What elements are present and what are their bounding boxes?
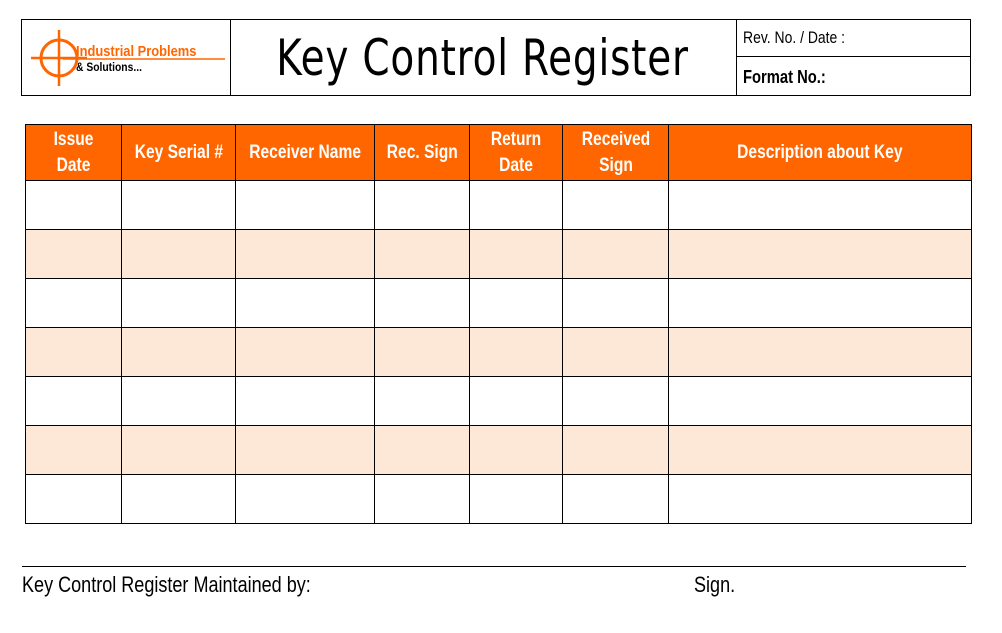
table-cell[interactable] bbox=[563, 279, 669, 328]
table-cell[interactable] bbox=[375, 328, 470, 377]
rev-date-label: Rev. No. / Date : bbox=[743, 28, 846, 47]
table-cell[interactable] bbox=[375, 377, 470, 426]
logo-text-line1: Industrial Problems bbox=[76, 43, 197, 60]
table-cell[interactable] bbox=[669, 475, 972, 524]
logo-underline bbox=[29, 28, 225, 88]
table-cell[interactable] bbox=[669, 230, 972, 279]
table-row bbox=[26, 328, 972, 377]
table-row bbox=[26, 426, 972, 475]
table-cell[interactable] bbox=[122, 377, 236, 426]
rev-date-field bbox=[736, 20, 970, 57]
table-cell[interactable] bbox=[375, 426, 470, 475]
table-cell[interactable] bbox=[470, 377, 563, 426]
table-cell[interactable] bbox=[26, 279, 122, 328]
table-cell[interactable] bbox=[563, 426, 669, 475]
footer-divider bbox=[22, 566, 966, 567]
table-cell[interactable] bbox=[236, 426, 375, 475]
table-cell[interactable] bbox=[26, 377, 122, 426]
column-header: Key Serial # bbox=[122, 125, 236, 181]
column-header: Issue Date bbox=[26, 125, 122, 181]
column-header: Receiver Name bbox=[236, 125, 375, 181]
format-no-label: Format No.: bbox=[743, 67, 826, 87]
table-cell[interactable] bbox=[563, 475, 669, 524]
table-cell[interactable] bbox=[470, 181, 563, 230]
column-header: Return Date bbox=[470, 125, 563, 181]
column-header: Description about Key bbox=[669, 125, 972, 181]
table-row bbox=[26, 230, 972, 279]
title-cell bbox=[230, 20, 737, 95]
table-cell[interactable] bbox=[375, 279, 470, 328]
table-cell[interactable] bbox=[122, 230, 236, 279]
column-header: Received Sign bbox=[563, 125, 669, 181]
table-cell[interactable] bbox=[26, 230, 122, 279]
table-header-row bbox=[26, 125, 972, 181]
format-no-field bbox=[736, 57, 970, 95]
table-cell[interactable] bbox=[470, 475, 563, 524]
table-cell[interactable] bbox=[470, 279, 563, 328]
table-cell[interactable] bbox=[375, 181, 470, 230]
key-register-table bbox=[25, 124, 972, 524]
table-cell[interactable] bbox=[122, 181, 236, 230]
table-cell[interactable] bbox=[122, 426, 236, 475]
table-cell[interactable] bbox=[563, 328, 669, 377]
table-cell[interactable] bbox=[669, 328, 972, 377]
page-title: Key Control Register bbox=[276, 28, 690, 87]
table-cell[interactable] bbox=[470, 426, 563, 475]
table-cell[interactable] bbox=[669, 426, 972, 475]
company-logo bbox=[29, 28, 225, 88]
table-row bbox=[26, 475, 972, 524]
sign-label: Sign. bbox=[694, 572, 736, 597]
table-row bbox=[26, 279, 972, 328]
table-cell[interactable] bbox=[236, 230, 375, 279]
table-cell[interactable] bbox=[563, 181, 669, 230]
form-header bbox=[21, 19, 971, 96]
table-cell[interactable] bbox=[26, 181, 122, 230]
table-cell[interactable] bbox=[669, 181, 972, 230]
column-header: Rec. Sign bbox=[375, 125, 470, 181]
table-cell[interactable] bbox=[236, 475, 375, 524]
logo-text-line2: & Solutions... bbox=[76, 60, 142, 74]
table-cell[interactable] bbox=[236, 279, 375, 328]
table-cell[interactable] bbox=[375, 230, 470, 279]
table-cell[interactable] bbox=[236, 328, 375, 377]
maintained-by-label: Key Control Register Maintained by: bbox=[22, 572, 311, 597]
table-row bbox=[26, 377, 972, 426]
table-cell[interactable] bbox=[26, 328, 122, 377]
table-cell[interactable] bbox=[26, 475, 122, 524]
table-cell[interactable] bbox=[470, 230, 563, 279]
meta-cell bbox=[736, 20, 970, 95]
table-row bbox=[26, 181, 972, 230]
table-cell[interactable] bbox=[470, 328, 563, 377]
table-cell[interactable] bbox=[563, 230, 669, 279]
table-cell[interactable] bbox=[122, 328, 236, 377]
table-cell[interactable] bbox=[669, 377, 972, 426]
table-cell[interactable] bbox=[669, 279, 972, 328]
table-cell[interactable] bbox=[122, 279, 236, 328]
table-cell[interactable] bbox=[236, 377, 375, 426]
logo-cell bbox=[22, 20, 231, 95]
table-cell[interactable] bbox=[26, 426, 122, 475]
table-cell[interactable] bbox=[563, 377, 669, 426]
table-cell[interactable] bbox=[122, 475, 236, 524]
table-cell[interactable] bbox=[375, 475, 470, 524]
table-cell[interactable] bbox=[236, 181, 375, 230]
